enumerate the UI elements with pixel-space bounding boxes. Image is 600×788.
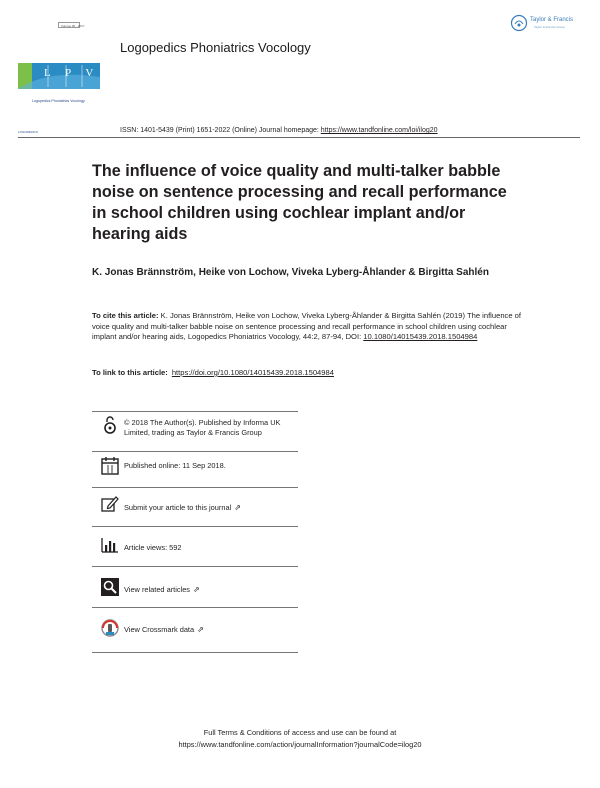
published-row — [92, 456, 298, 478]
panel-divider — [92, 607, 298, 608]
views-row — [92, 535, 298, 557]
external-link-icon: ⇗ — [197, 625, 204, 634]
publisher-name: Taylor & Francis — [530, 17, 574, 23]
panel-divider — [92, 487, 298, 488]
header-divider — [18, 137, 580, 138]
left-tiny-label: LOGOPEDICS — [18, 130, 38, 134]
citation-text: K. Jonas Brännström, Heike von Lochow, Viveka Lyberg-Åhlander & Birgitta Sahlén (2019) The influence of voice quality and multi-talker babble noise on sentence processing and recall performance in school children using cochlear implant and/or hearing aids, Logopedics Phoniatrics Vocology, 44:2, 87-94, DOI: — [92, 311, 522, 342]
link-block — [92, 367, 522, 378]
views-text: Article views: 592 — [124, 543, 182, 552]
logo-letters: L P V — [44, 67, 100, 79]
published-text: Published online: 11 Sep 2018. — [124, 461, 226, 470]
journal-title: Logopedics Phoniatrics Vocology — [120, 40, 311, 55]
panel-divider — [92, 652, 298, 653]
journal-homepage-link[interactable]: https://www.tandfonline.com/loi/ilog20 — [320, 127, 438, 134]
calendar-icon — [100, 456, 120, 476]
crossmark-icon — [100, 618, 120, 638]
related-text[interactable] — [124, 585, 300, 595]
related-row[interactable] — [92, 577, 298, 599]
bar-chart-icon — [100, 535, 120, 555]
cover-caption: Logopedics Phoniatrics Vocology — [32, 99, 85, 103]
doi-link[interactable]: https://doi.org/10.1080/14015439.2018.1504984 — [171, 368, 334, 377]
footer-line-1: Full Terms & Conditions of access and use can be found at — [203, 728, 397, 737]
footer-journal-info-link[interactable]: https://www.tandfonline.com/action/journalInformation?journalCode=ilog20 — [178, 740, 422, 749]
citation-label: To cite this article: — [92, 311, 159, 320]
citation-doi-link[interactable]: 10.1080/14015439.2018.1504984 — [363, 332, 478, 342]
external-link-icon: ⇗ — [234, 503, 241, 512]
crossmark-label: View Crossmark data — [124, 625, 195, 634]
article-authors: K. Jonas Brännström, Heike von Lochow, Viveka Lyberg-Åhlander & Birgitta Sahlén — [92, 267, 489, 278]
external-link-icon: ⇗ — [193, 585, 200, 594]
crossmark-row[interactable] — [92, 618, 298, 640]
publisher-emblem-icon — [510, 14, 528, 32]
panel-divider — [92, 451, 298, 452]
issn-text: ISSN: 1401-5439 (Print) 1651-2022 (Online) Journal homepage: — [120, 127, 321, 134]
issn-line — [120, 127, 438, 134]
open-access-row — [92, 416, 298, 450]
citation-block — [92, 311, 522, 343]
open-access-text: © 2018 The Author(s). Published by Informa UK Limited, trading as Taylor & Francis Group — [124, 418, 281, 437]
panel-divider — [92, 526, 298, 527]
open-access-icon — [100, 416, 120, 436]
submit-text[interactable] — [124, 503, 300, 513]
panel-divider — [92, 566, 298, 567]
crossmark-text[interactable] — [124, 625, 300, 635]
volume-label: Volume 00 · 2017 — [61, 24, 85, 28]
magnifier-icon — [100, 577, 120, 597]
publisher-sub: Taylor & Francis Group — [534, 25, 565, 29]
link-label: To link to this article: — [92, 368, 168, 377]
submit-row[interactable] — [92, 494, 298, 516]
publisher-logo[interactable] — [510, 14, 586, 42]
panel-divider — [92, 411, 298, 412]
article-title: The influence of voice quality and multi-talker babble noise on sentence processing and recall performance in school children using cochlear implant and/or hearing aids — [92, 162, 507, 243]
pencil-edit-icon — [100, 494, 120, 514]
related-label: View related articles — [124, 585, 190, 594]
submit-label: Submit your article to this journal — [124, 503, 232, 512]
journal-cover-thumbnail — [18, 22, 100, 104]
